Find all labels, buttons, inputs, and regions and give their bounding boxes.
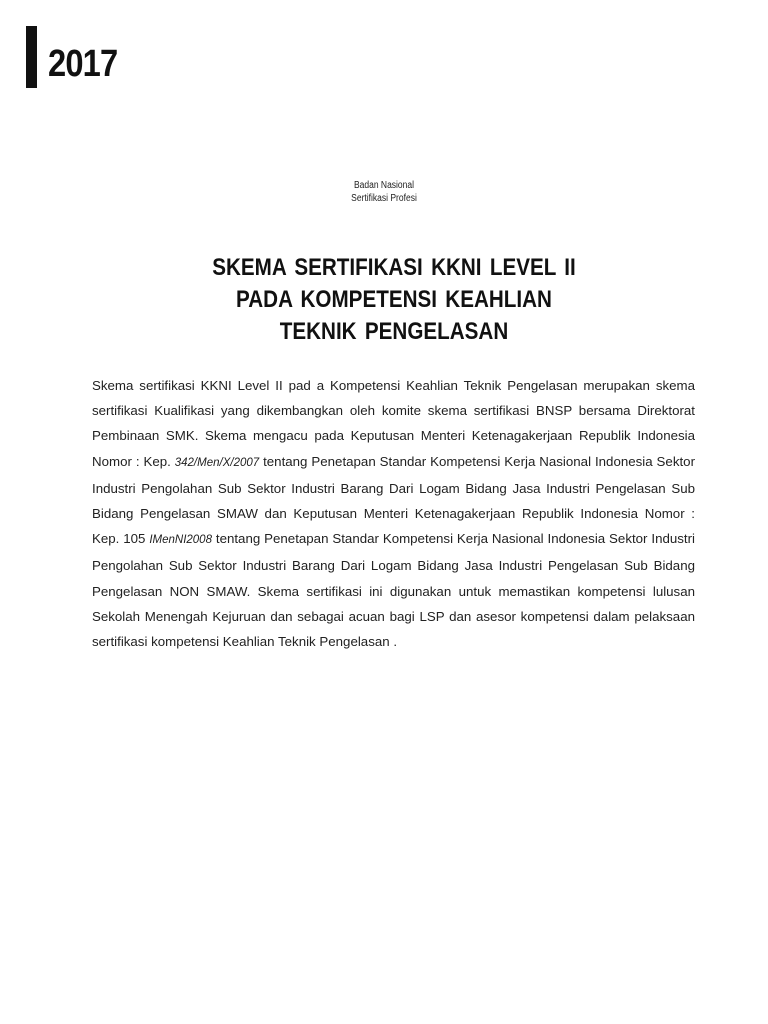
document-title — [0, 252, 768, 348]
agency-name — [0, 179, 768, 205]
body-text-part-3: tentang Penetapan Standar Kompetensi Kerja Nasional Indonesia Sektor Industri Pengolahan Sub Sektor Industri Barang Dari Logam Bidang Jasa Industri Pengelasan Sub Bidang Pengelasan NON SMAW. Skema sertifikasi ini digunakan untuk memastikan kompetensi lulusan Sekolah Menengah Kejuruan dan sebagai acuan bagi LSP dan asesor kompetensi dalam pelaksaan sertifikasi kompetensi Keahlian Teknik Pengelasan . — [92, 531, 695, 650]
title-line-1: SKEMA SERTIFIKASI KKNI LEVEL II — [212, 254, 576, 281]
body-text-part-1: Skema sertifikasi KKNI Level II pad a Kompetensi Keahlian Teknik Pengelasan merupakan skema sertifikasi Kualifikasi yang dikembangkan oleh komite skema sertifikasi BNSP bersama Direktorat Pembinaan SMK. Skema mengacu pada Keputusan Menteri Ketenagakerjaan Republik Indonesia Nomor : Kep. — [92, 378, 695, 469]
regulation-reference-1: 342/Men/X/2007 — [174, 456, 260, 469]
title-line-3: TEKNIK PENGELASAN — [279, 318, 509, 345]
agency-name-line-1: Badan Nasional — [353, 180, 415, 191]
document-year: 2017 — [48, 43, 118, 85]
regulation-reference-2: IMenNI2008 — [149, 534, 212, 547]
body-paragraph — [92, 373, 695, 654]
body-text-part-2: tentang Penetapan Standar Kompetensi Kerja Nasional Indonesia Sektor Industri Pengolahan Sub Sektor Industri Barang Dari Logam Bidang Jasa Industri Pengelasan Sub Bidang Pengelasan SMAW dan Keputusan Menteri Ketenagakerjaan Republik Indonesia Nomor : Kep. 105 — [92, 453, 695, 547]
year-marker-bar — [26, 26, 37, 88]
title-line-2: PADA KOMPETENSI KEAHLIAN — [236, 286, 552, 313]
agency-name-line-2: Sertifikasi Profesi — [351, 193, 417, 204]
